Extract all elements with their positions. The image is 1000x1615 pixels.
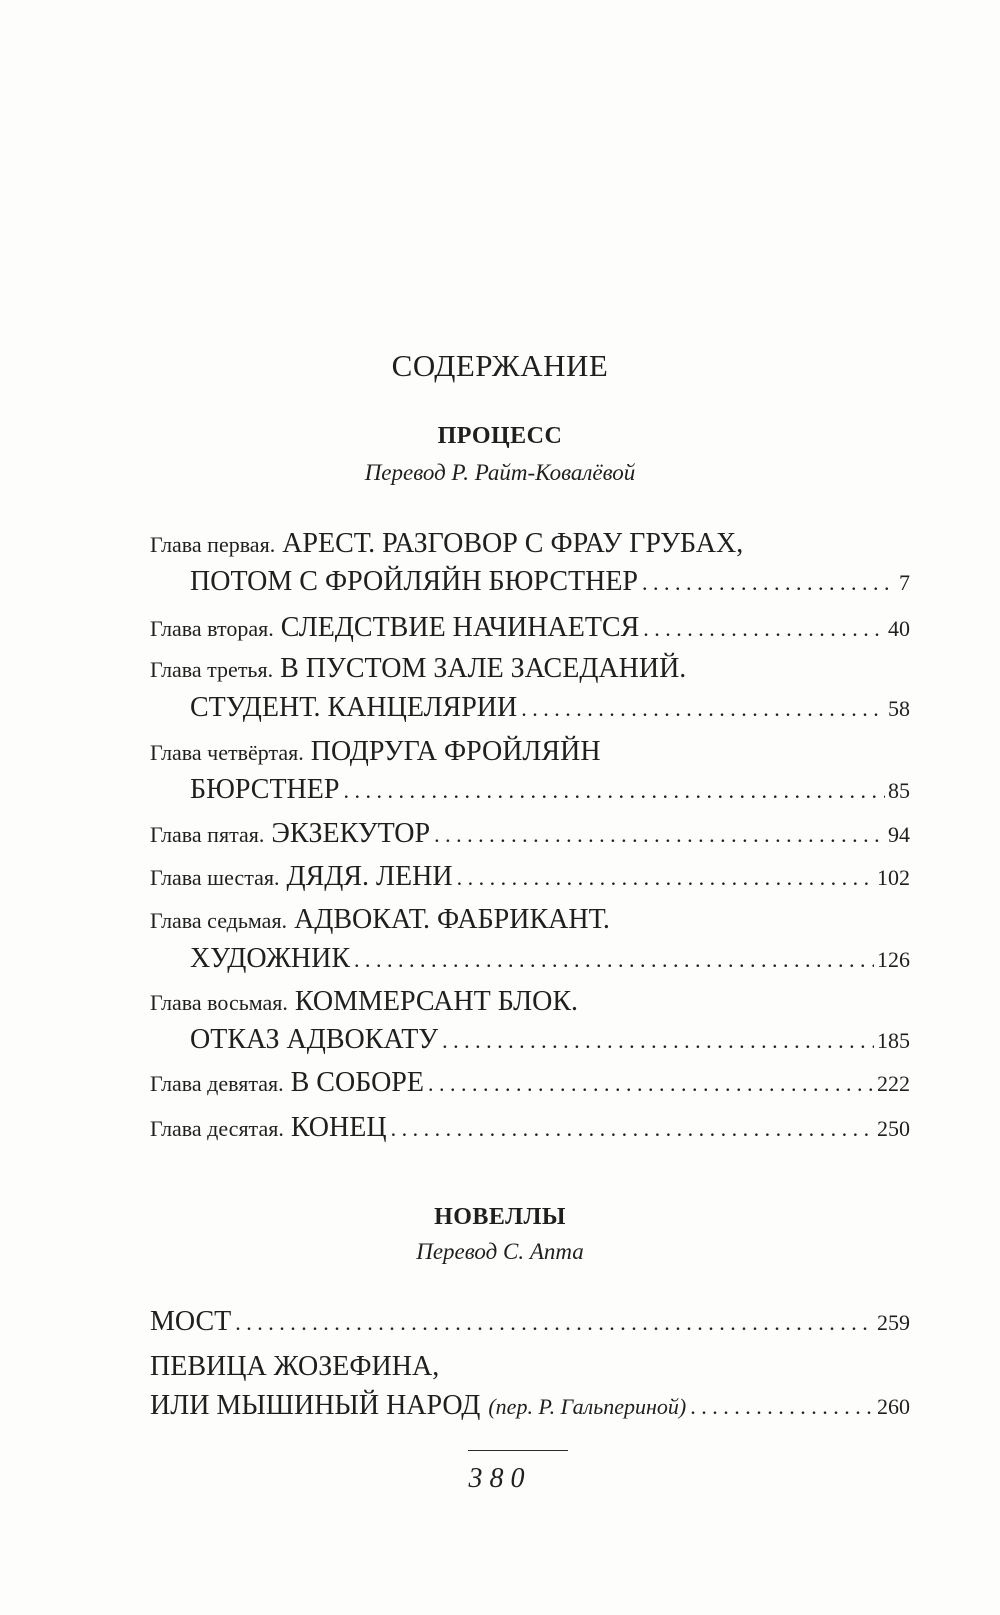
- dot-leader: [428, 1071, 874, 1097]
- novella-title: ПЕВИЦА ЖОЗЕФИНА,: [150, 1351, 440, 1382]
- toc-entry-10: [150, 1112, 910, 1152]
- toc-entry-8-line-2: [190, 1024, 910, 1064]
- chapter-title: ПОДРУГА ФРОЙЛЯЙН: [310, 736, 601, 767]
- toc-entry-6: [150, 861, 910, 901]
- chapter-label: Глава первая.: [150, 532, 276, 557]
- toc-novella-2-line-1: [150, 1351, 910, 1391]
- chapter-title: ЭКЗЕКУТОР: [271, 818, 431, 849]
- toc-entry-3-line-1: [150, 653, 910, 693]
- page-ref: 259: [877, 1310, 910, 1335]
- dot-leader: [457, 865, 874, 891]
- dot-leader: [643, 616, 885, 642]
- chapter-title: КОНЕЦ: [290, 1112, 387, 1143]
- chapter-title-cont: ОТКАЗ АДВОКАТУ: [190, 1024, 439, 1055]
- toc-entry-7-line-1: [150, 904, 910, 944]
- page-ref: 126: [877, 947, 910, 972]
- part-translator-novellas: Перевод С. Апта: [416, 1239, 584, 1264]
- toc-entry-5: [150, 818, 910, 858]
- toc-novella-2-line-2: [150, 1390, 910, 1430]
- toc-entry-3-line-2: [190, 692, 910, 732]
- chapter-title: СЛЕДСТВИЕ НАЧИНАЕТСЯ: [280, 612, 640, 643]
- chapter-label: Глава пятая.: [150, 822, 265, 847]
- chapter-title: АДВОКАТ. ФАБРИКАНТ.: [294, 904, 610, 935]
- chapter-label: Глава десятая.: [150, 1116, 284, 1141]
- page-number: 380: [468, 1463, 532, 1494]
- page-ref: 185: [877, 1028, 910, 1053]
- toc-entry-8-line-1: [150, 986, 910, 1026]
- page-ref: 85: [888, 778, 910, 803]
- dot-leader: [343, 778, 885, 804]
- chapter-title: В СОБОРЕ: [290, 1067, 424, 1098]
- chapter-title-cont: ХУДОЖНИК: [190, 943, 351, 974]
- folio-rule: [468, 1450, 568, 1451]
- chapter-title-cont: СТУДЕНТ. КАНЦЕЛЯРИИ: [190, 692, 518, 723]
- chapter-label: Глава вторая.: [150, 616, 274, 641]
- dot-leader: [434, 822, 885, 848]
- dot-leader: [690, 1394, 874, 1420]
- toc-entry-7-line-2: [190, 943, 910, 983]
- chapter-label: Глава третья.: [150, 657, 274, 682]
- chapter-label: Глава шестая.: [150, 865, 280, 890]
- part-title-novellas: НОВЕЛЛЫ: [434, 1204, 566, 1230]
- toc-entry-4-line-1: [150, 736, 910, 776]
- page-ref: 260: [877, 1394, 910, 1419]
- chapter-label: Глава восьмая.: [150, 990, 288, 1015]
- chapter-label: Глава седьмая.: [150, 908, 288, 933]
- chapter-title-cont: ПОТОМ С ФРОЙЛЯЙН БЮРСТНЕР: [190, 566, 638, 597]
- toc-entry-9: [150, 1067, 910, 1107]
- toc-entry-1-line-1: [150, 528, 910, 568]
- dot-leader: [442, 1028, 874, 1054]
- dot-leader: [521, 696, 885, 722]
- toc-entry-4-line-2: [190, 774, 910, 814]
- toc-novella-1: [150, 1306, 910, 1346]
- part-title-process: ПРОЦЕСС: [437, 423, 563, 449]
- chapter-label: Глава четвёртая.: [150, 740, 304, 765]
- chapter-title: В ПУСТОМ ЗАЛЕ ЗАСЕДАНИЙ.: [280, 653, 687, 684]
- page-ref: 102: [877, 865, 910, 890]
- chapter-label: Глава девятая.: [150, 1071, 284, 1096]
- novella-title-cont: ИЛИ МЫШИНЫЙ НАРОД: [150, 1390, 481, 1421]
- translator-note: (пер. Р. Гальпериной): [488, 1394, 687, 1419]
- page-ref: 250: [877, 1116, 910, 1141]
- page-ref: 40: [888, 616, 910, 641]
- toc-entry-2: [150, 612, 910, 652]
- toc-entry-1-line-2: [190, 566, 910, 606]
- page-ref: 222: [877, 1071, 910, 1096]
- dot-leader: [391, 1116, 874, 1142]
- novella-title: МОСТ: [150, 1306, 232, 1337]
- part-translator-process: Перевод Р. Райт-Ковалёвой: [364, 460, 636, 485]
- contents-heading: СОДЕРЖАНИЕ: [391, 348, 609, 383]
- page-ref: 94: [888, 822, 910, 847]
- chapter-title: КОММЕРСАНТ БЛОК.: [294, 986, 579, 1017]
- dot-leader: [354, 947, 874, 973]
- dot-leader: [642, 570, 896, 596]
- dot-leader: [235, 1310, 874, 1336]
- chapter-title-cont: БЮРСТНЕР: [190, 774, 340, 805]
- page-ref: 7: [899, 570, 910, 595]
- chapter-title: АРЕСТ. РАЗГОВОР С ФРАУ ГРУБАХ,: [282, 528, 744, 559]
- page-ref: 58: [888, 696, 910, 721]
- chapter-title: ДЯДЯ. ЛЕНИ: [286, 861, 453, 892]
